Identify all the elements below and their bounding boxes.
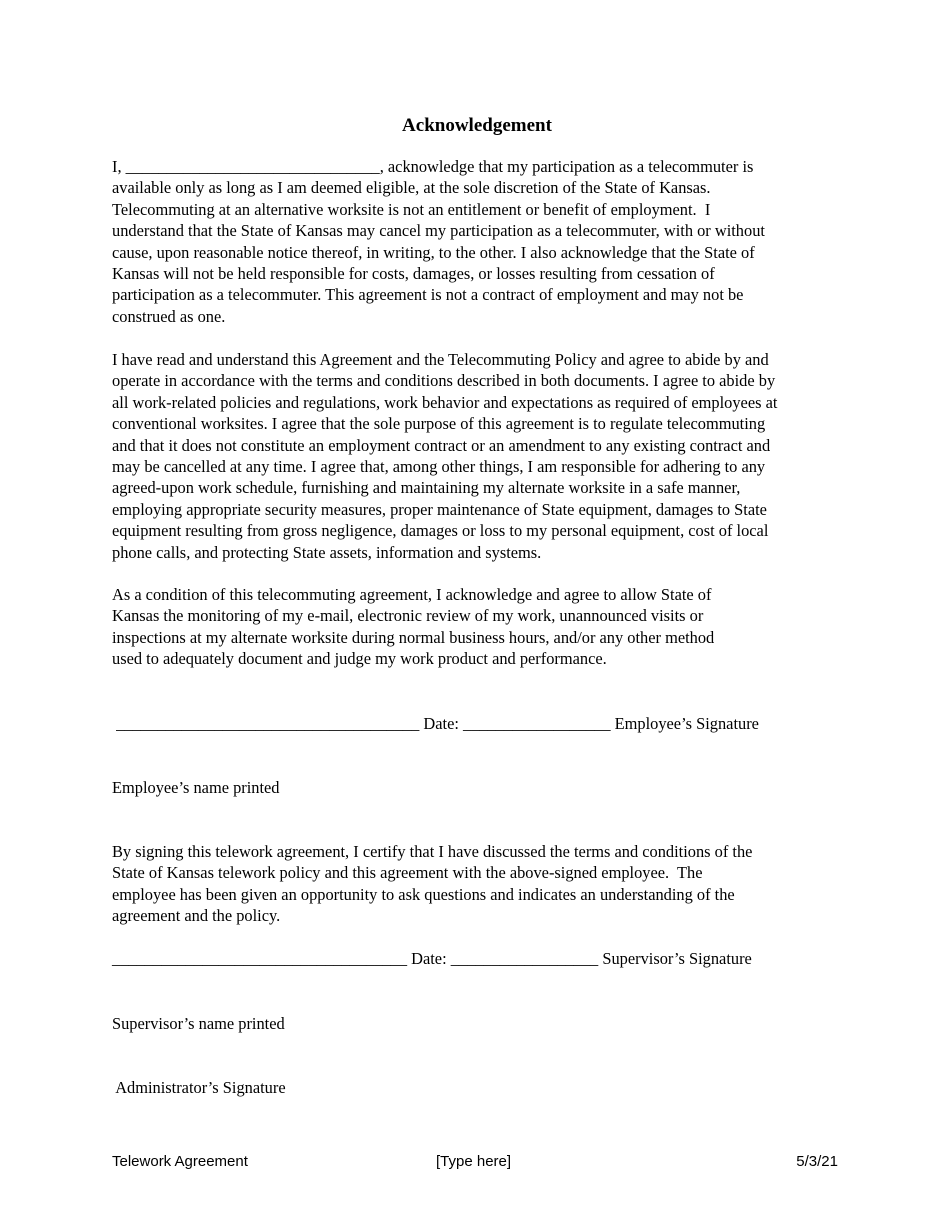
text-line: participation as a telecommuter. This agreement is not a contract of employment and may not be: [112, 285, 744, 305]
text-line: equipment resulting from gross negligence, damages or loss to my personal equipment, cost of local: [112, 521, 769, 541]
text-line: Telecommuting at an alternative worksite is not an entitlement or benefit of employment. I: [112, 199, 711, 219]
text-line: phone calls, and protecting State assets, information and systems.: [112, 542, 542, 562]
text-line: may be cancelled at any time. I agree that, among other things, I am responsible for adhering to any: [112, 457, 766, 477]
text-line: understand that the State of Kansas may cancel my participation as a telecommuter, with or without: [112, 221, 765, 241]
administrator-signature-label: Administrator’s Signature: [112, 1078, 286, 1097]
text-line: As a condition of this telecommuting agreement, I acknowledge and agree to allow State of: [112, 585, 712, 604]
text-line: inspections at my alternate worksite during normal business hours, and/or any other method: [112, 627, 715, 647]
paragraph-agreement-terms: [112, 349, 842, 563]
text-line: Kansas the monitoring of my e-mail, electronic review of my work, unannounced visits or: [112, 606, 704, 626]
paragraph-supervisor-certification: [112, 841, 842, 927]
text-line: cause, upon reasonable notice thereof, in writing, to the other. I also acknowledge that the State of: [112, 242, 755, 262]
text-line: employee has been given an opportunity to ask questions and indicates an understanding of the: [112, 884, 735, 904]
text-line: available only as long as I am deemed eligible, at the sole discretion of the State of Kansas.: [112, 178, 711, 198]
footer-left: Telework Agreement: [112, 1153, 248, 1170]
text-line: By signing this telework agreement, I certify that I have discussed the terms and conditions of the: [112, 842, 753, 861]
paragraph-monitoring-condition: [112, 584, 842, 670]
text-line: Kansas will not be held responsible for costs, damages, or losses resulting from cessation of: [112, 264, 715, 284]
page-title: Acknowledgement: [402, 115, 552, 136]
text-line: and that it does not constitute an employment contract or an amendment to any existing contract and: [112, 435, 771, 455]
text-line: I have read and understand this Agreement and the Telecommuting Policy and agree to abide by and: [112, 350, 769, 369]
text-line: I, _______________________________, acknowledge that my participation as a telecommuter is: [112, 157, 754, 176]
supervisor-name-printed-label: Supervisor’s name printed: [112, 1014, 285, 1033]
text-line: construed as one.: [112, 306, 226, 326]
text-line: State of Kansas telework policy and this agreement with the above-signed employee. The: [112, 863, 703, 883]
text-line: conventional worksites. I agree that the sole purpose of this agreement is to regulate telecommuting: [112, 414, 766, 434]
text-line: employing appropriate security measures, proper maintenance of State equipment, damages to State: [112, 499, 767, 519]
text-line: agreed-upon work schedule, furnishing and maintaining my alternate worksite in a safe manner,: [112, 478, 741, 498]
text-line: operate in accordance with the terms and conditions described in both documents. I agree to abide by: [112, 371, 776, 391]
text-line: all work-related policies and regulations, work behavior and expectations as required of employees at: [112, 392, 778, 412]
supervisor-signature-line[interactable]: ____________________________________ Date: __________________ Supervisor’s Signature: [112, 949, 752, 968]
text-line: used to adequately document and judge my work product and performance.: [112, 649, 607, 669]
footer-center: [Type here]: [436, 1153, 512, 1170]
paragraph-acknowledgement: [112, 156, 842, 327]
employee-name-printed-label: Employee’s name printed: [112, 778, 280, 797]
employee-signature-line[interactable]: _____________________________________ Date: __________________ Employee’s Signature: [112, 714, 759, 733]
footer-date: 5/3/21: [796, 1153, 838, 1170]
text-line: agreement and the policy.: [112, 906, 281, 926]
